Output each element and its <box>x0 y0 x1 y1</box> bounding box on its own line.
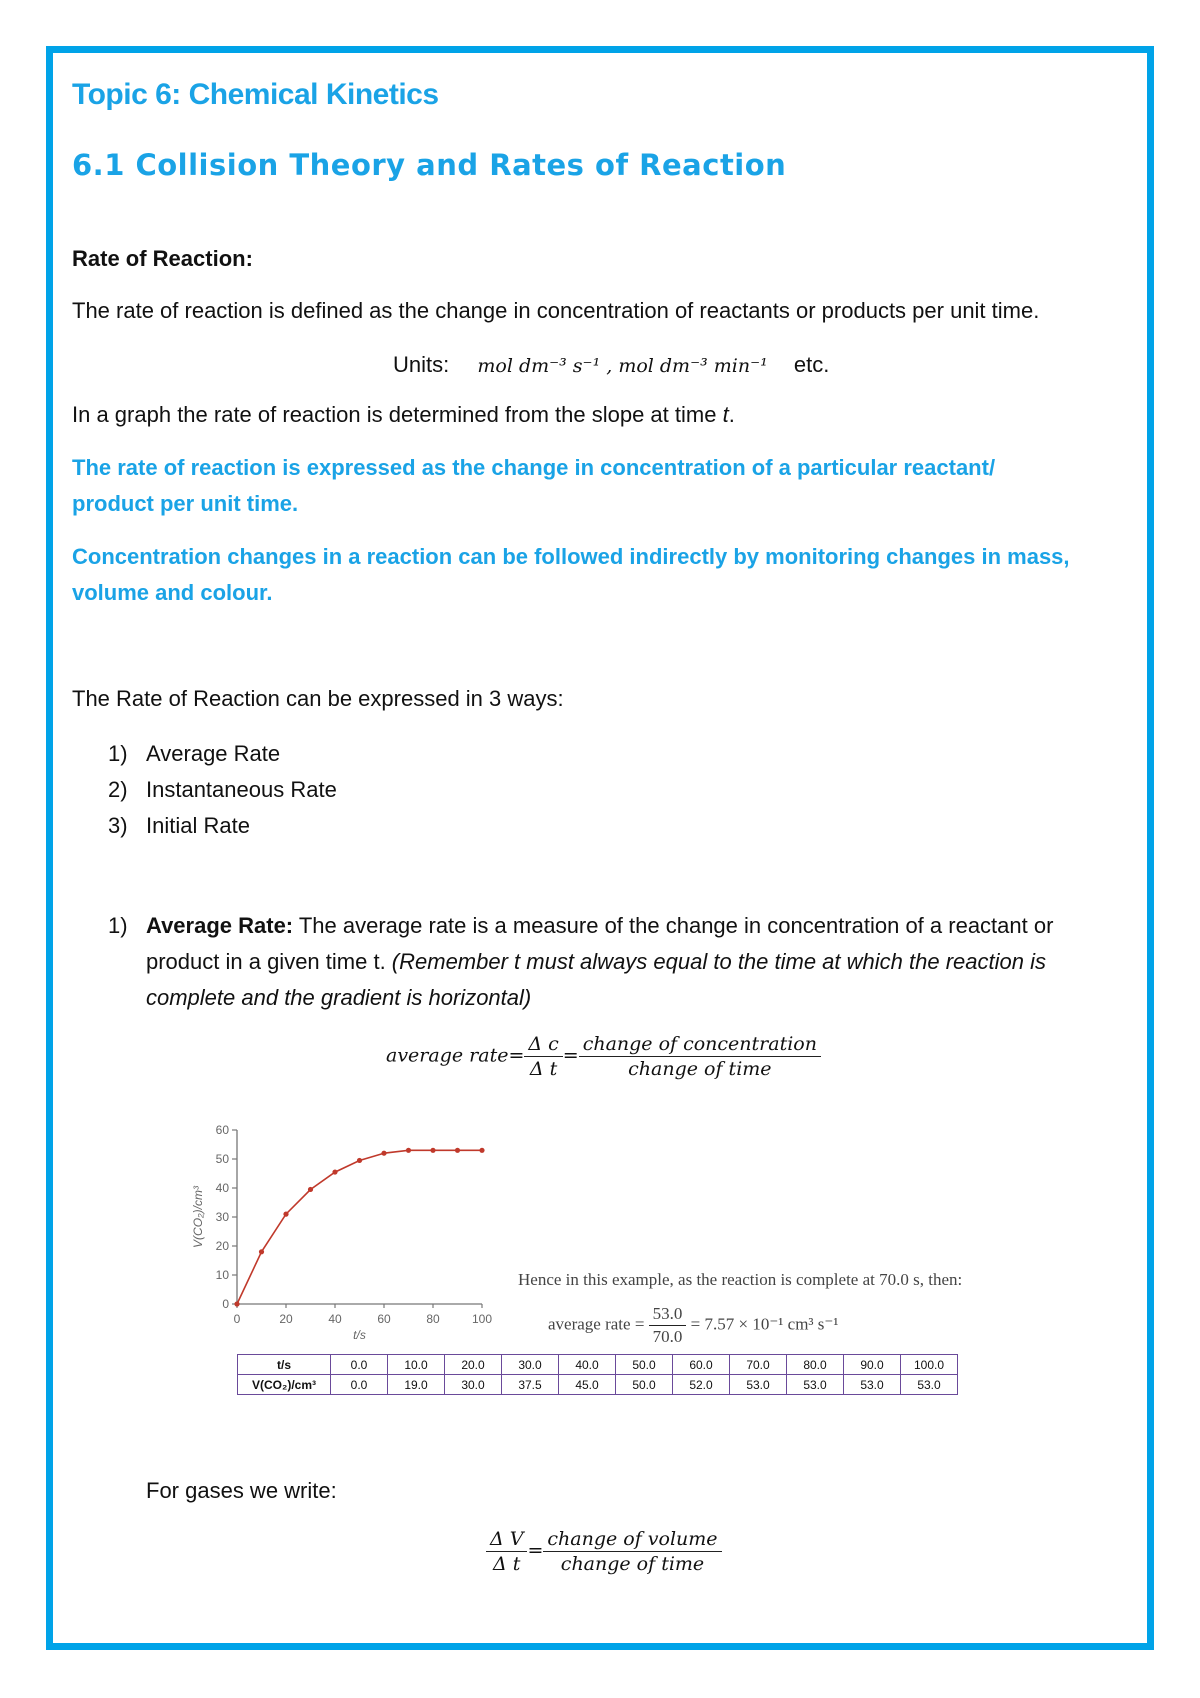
table-cell: 37.5 <box>502 1375 559 1395</box>
table-cell: 100.0 <box>901 1355 958 1375</box>
x-tick-label: 20 <box>279 1312 293 1326</box>
avg-calc-fraction <box>649 1304 687 1347</box>
avg-calc-label: average rate = <box>548 1314 645 1334</box>
average-rate-formula <box>386 1033 821 1080</box>
y-axis-label: V(CO₂)/cm³ <box>191 1186 205 1248</box>
formula2-eq: = <box>527 1539 544 1562</box>
formula2-num2: change of volume <box>543 1528 721 1552</box>
table-row-header: V(CO₂)/cm³ <box>238 1375 331 1395</box>
data-table <box>237 1354 958 1395</box>
gases-intro: For gases we write: <box>146 1478 337 1503</box>
formula1-eq-2: = <box>562 1044 579 1067</box>
y-tick-label: 30 <box>215 1210 229 1224</box>
table-cell: 53.0 <box>844 1375 901 1395</box>
ways-item-label: Initial Rate <box>146 813 250 838</box>
blue-para-1-line-1: The rate of reaction is expressed as the change in concentration of a particular reactant/ <box>72 455 996 480</box>
ways-item-label: Average Rate <box>146 741 281 766</box>
graph-slope-text-main: In a graph the rate of reaction is determined from the slope at time <box>72 402 723 427</box>
table-cell: 0.0 <box>331 1355 388 1375</box>
y-tick-label: 50 <box>215 1152 229 1166</box>
data-point <box>234 1301 239 1306</box>
avg-calc-num: 53.0 <box>649 1304 687 1326</box>
y-tick-label: 20 <box>215 1239 229 1253</box>
table-cell: 60.0 <box>673 1355 730 1375</box>
graph-slope-text <box>72 402 735 428</box>
x-axis-label: t/s <box>353 1328 366 1342</box>
table-cell: 53.0 <box>901 1375 958 1395</box>
x-tick-label: 80 <box>426 1312 440 1326</box>
data-point <box>357 1158 362 1163</box>
data-point <box>381 1151 386 1156</box>
table-cell: 30.0 <box>502 1355 559 1375</box>
formula1-num2: change of concentration <box>579 1033 821 1057</box>
table-cell: 53.0 <box>730 1375 787 1395</box>
formula1-lhs: average rate <box>386 1044 509 1067</box>
avg-title: Average Rate: <box>146 913 294 938</box>
formula1-num1: Δ c <box>524 1033 562 1057</box>
units-etc: etc. <box>793 352 830 377</box>
table-cell: 53.0 <box>787 1375 844 1395</box>
formula1-eq: = <box>508 1044 525 1067</box>
ways-list <box>108 736 337 844</box>
section-title: 6.1 Collision Theory and Rates of Reaction <box>72 148 787 182</box>
formula2-den2: change of time <box>560 1553 705 1575</box>
avg-line-3 <box>108 980 1053 1016</box>
table-cell: 80.0 <box>787 1355 844 1375</box>
table-cell: 70.0 <box>730 1355 787 1375</box>
x-tick-label: 0 <box>233 1312 241 1326</box>
y-tick-label: 10 <box>215 1268 229 1282</box>
average-rate-calculation <box>548 1304 838 1347</box>
avg-calc-den: 70.0 <box>652 1327 683 1346</box>
table-row-header: t/s <box>238 1355 331 1375</box>
data-point <box>332 1169 337 1174</box>
volume-time-chart <box>185 1112 505 1352</box>
table-row <box>238 1355 958 1375</box>
data-point <box>455 1148 460 1153</box>
formula1-den2: change of time <box>628 1058 772 1080</box>
graph-slope-period: . <box>728 402 735 427</box>
formula1-fraction-delta <box>524 1033 562 1080</box>
ways-item-number: 2) <box>108 777 128 802</box>
y-tick-label: 0 <box>222 1297 229 1311</box>
units-line <box>393 352 829 378</box>
x-tick-label: 40 <box>328 1312 342 1326</box>
data-point <box>479 1148 484 1153</box>
series-line <box>237 1150 482 1304</box>
table-row <box>238 1375 958 1395</box>
avg-line-1 <box>108 908 1053 944</box>
avg-line-2-italic: (Remember t must always equal to the time at which the reaction is <box>391 949 1046 974</box>
ways-item <box>108 808 337 844</box>
ways-item <box>108 736 337 772</box>
definition-text: The rate of reaction is defined as the change in concentration of reactants or products per unit time. <box>72 298 1040 323</box>
table-cell: 19.0 <box>388 1375 445 1395</box>
table-cell: 52.0 <box>673 1375 730 1395</box>
ways-intro: The Rate of Reaction can be expressed in 3 ways: <box>72 686 564 711</box>
avg-calc-result: = 7.57 × 10⁻¹ cm³ s⁻¹ <box>690 1314 839 1334</box>
formula2-den1: Δ t <box>493 1553 521 1575</box>
table-cell: 40.0 <box>559 1355 616 1375</box>
rate-heading: Rate of Reaction: <box>72 246 253 271</box>
table-cell: 90.0 <box>844 1355 901 1375</box>
graph-slope-t: t <box>722 402 729 427</box>
table-cell: 50.0 <box>616 1375 673 1395</box>
topic-title: Topic 6: Chemical Kinetics <box>72 78 439 111</box>
y-tick-label: 40 <box>215 1181 229 1195</box>
avg-line-2-text: product in a given time t. <box>146 949 392 974</box>
blue-para-2-line-2: volume and colour. <box>72 580 273 605</box>
average-rate-paragraph <box>108 908 1053 1016</box>
data-point <box>259 1249 264 1254</box>
y-tick-label: 60 <box>215 1123 229 1137</box>
avg-line-1-text: The average rate is a measure of the change in concentration of a reactant or <box>293 913 1054 938</box>
formula1-den1: Δ t <box>529 1058 558 1080</box>
formula2-fraction-delta <box>486 1528 527 1575</box>
blue-paragraph-monitoring <box>72 539 1070 611</box>
formula1-fraction-words <box>579 1033 821 1080</box>
units-expression: mol dm⁻³ s⁻¹ , mol dm⁻³ min⁻¹ <box>477 355 768 377</box>
formula2-num1: Δ V <box>486 1528 527 1552</box>
data-point <box>308 1187 313 1192</box>
ways-item-label: Instantaneous Rate <box>146 777 337 802</box>
data-point <box>430 1148 435 1153</box>
units-label: Units: <box>393 352 450 377</box>
table-cell: 0.0 <box>331 1375 388 1395</box>
page-border <box>46 46 1154 1650</box>
blue-paragraph-expression <box>72 450 995 522</box>
table-cell: 50.0 <box>616 1355 673 1375</box>
x-tick-label: 100 <box>471 1312 493 1326</box>
data-point <box>406 1148 411 1153</box>
formula2-fraction-words <box>543 1528 721 1575</box>
table-cell: 30.0 <box>445 1375 502 1395</box>
avg-line-2 <box>108 944 1053 980</box>
table-cell: 10.0 <box>388 1355 445 1375</box>
blue-para-2-line-1: Concentration changes in a reaction can be followed indirectly by monitoring changes in mass, <box>72 544 1070 569</box>
gas-rate-formula <box>486 1528 722 1575</box>
ways-item-number: 3) <box>108 813 128 838</box>
avg-number: 1) <box>108 913 128 938</box>
x-tick-label: 60 <box>377 1312 391 1326</box>
data-point <box>283 1212 288 1217</box>
ways-item-number: 1) <box>108 741 128 766</box>
ways-item <box>108 772 337 808</box>
table-cell: 20.0 <box>445 1355 502 1375</box>
table-cell: 45.0 <box>559 1375 616 1395</box>
hence-text: Hence in this example, as the reaction is complete at 70.0 s, then: <box>518 1270 963 1289</box>
avg-line-3-italic: complete and the gradient is horizontal) <box>146 985 532 1010</box>
blue-para-1-line-2: product per unit time. <box>72 491 299 516</box>
